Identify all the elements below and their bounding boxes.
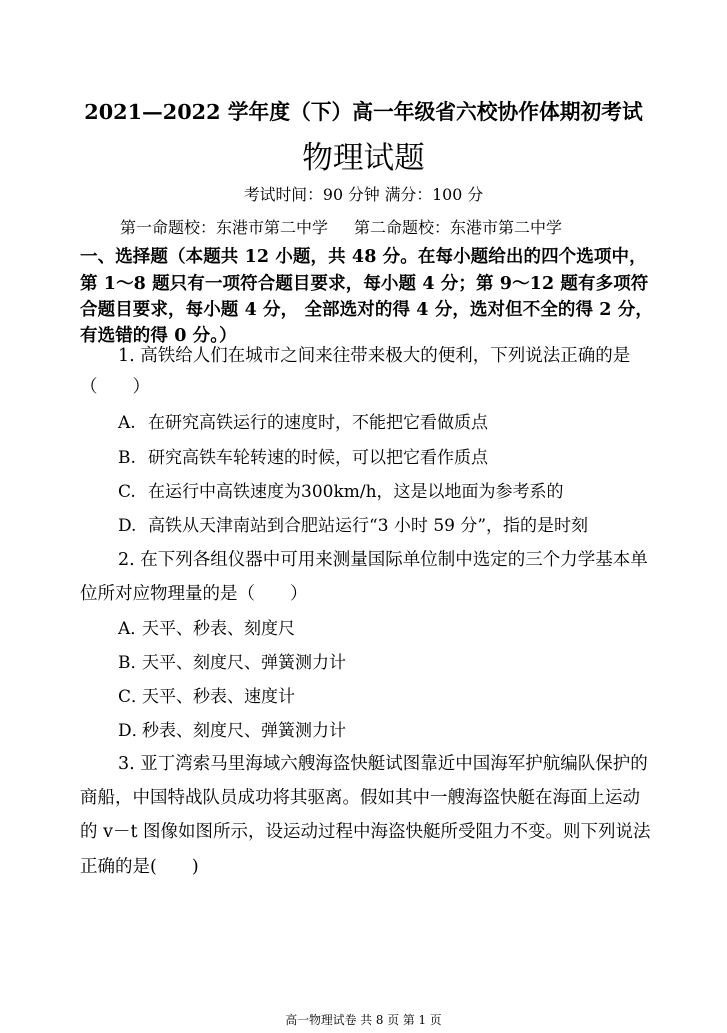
- option-label: A.: [118, 413, 136, 433]
- question-1-option-d: [118, 511, 588, 536]
- question-2-stem-line-1: 2. 在下列各组仪器中可用来测量国际单位制中选定的三个力学基本单: [118, 550, 648, 570]
- question-2-option-c: [118, 682, 295, 707]
- option-text: 天平、秒表、刻度尺: [142, 619, 295, 639]
- question-1-option-b: [118, 443, 488, 468]
- option-text: 在运行中高铁速度为300km/h，这是以地面为参考系的: [148, 482, 564, 502]
- section-heading-line-3: 合题目要求，每小题 4 分， 全部选对的得 4 分，选对但不全的得 2 分，: [80, 300, 653, 320]
- option-text: 天平、刻度尺、弹簧测力计: [142, 653, 346, 673]
- question-2-option-b: [118, 648, 346, 673]
- question-3-stem-line-3: 的 v－t 图像如图所示，设运动过程中海盗快艇所受阻力不变。则下列说法: [80, 822, 651, 842]
- option-text: 秒表、刻度尺、弹簧测力计: [142, 721, 346, 741]
- option-label: C.: [118, 482, 136, 502]
- question-2-option-d: [118, 716, 346, 741]
- section-heading-line-1: 一、选择题（本题共 12 小题，共 48 分。在每小题给出的四个选项中，: [80, 247, 647, 267]
- school-first: 第一命题校：东港市第二中学: [120, 218, 329, 237]
- option-text: 高铁从天津南站到合肥站运行“3 小时 59 分”，指的是时刻: [148, 516, 589, 536]
- question-3-stem-line-1: 3. 亚丁湾索马里海域六艘海盗快艇试图靠近中国海军护航编队保护的: [118, 754, 648, 774]
- question-2-option-a: [118, 614, 295, 639]
- option-text: 在研究高铁运行的速度时，不能把它看做质点: [148, 413, 488, 433]
- question-3-stem-line-2: 商船，中国特战队员成功将其驱离。假如其中一艘海盗快艇在海面上运动: [80, 788, 640, 808]
- section-heading-line-4: 有选错的得 0 分。）: [80, 326, 237, 346]
- option-label: C．: [118, 687, 149, 707]
- question-2-stem-line-2: 位所对应物理量的是（ ）: [80, 584, 308, 604]
- question-1-option-c: [118, 477, 564, 502]
- option-text: 研究高铁车轮转速的时候，可以把它看作质点: [148, 448, 488, 468]
- question-1-option-a: [118, 408, 488, 433]
- section-heading-line-2: 第 1～8 题只有一项符合题目要求，每小题 4 分；第 9～12 题有多项符: [80, 274, 649, 294]
- question-1-stem: 1. 高铁给人们在城市之间来往带来极大的便利，下列说法正确的是: [118, 346, 631, 366]
- option-label: B．: [118, 653, 148, 673]
- option-text: 天平、秒表、速度计: [142, 687, 295, 707]
- option-label: A．: [118, 619, 148, 639]
- proposing-schools: [120, 215, 562, 238]
- question-3-stem-line-4: 正确的是( ): [80, 857, 199, 877]
- subject-title: 物理试题: [302, 141, 425, 176]
- page-footer: 高一物理试卷 共 8 页 第 1 页: [285, 1013, 442, 1027]
- exam-info: 考试时间：90 分钟 满分：100 分: [243, 185, 484, 204]
- option-label: B.: [118, 448, 136, 468]
- option-label: D.: [118, 516, 137, 536]
- question-1-bracket: （ ）: [80, 377, 150, 397]
- exam-title: 2021—2022 学年度（下）高一年级省六校协作体期初考试: [84, 100, 643, 124]
- school-second: 第二命题校：东港市第二中学: [354, 218, 563, 237]
- option-label: D．: [118, 721, 149, 741]
